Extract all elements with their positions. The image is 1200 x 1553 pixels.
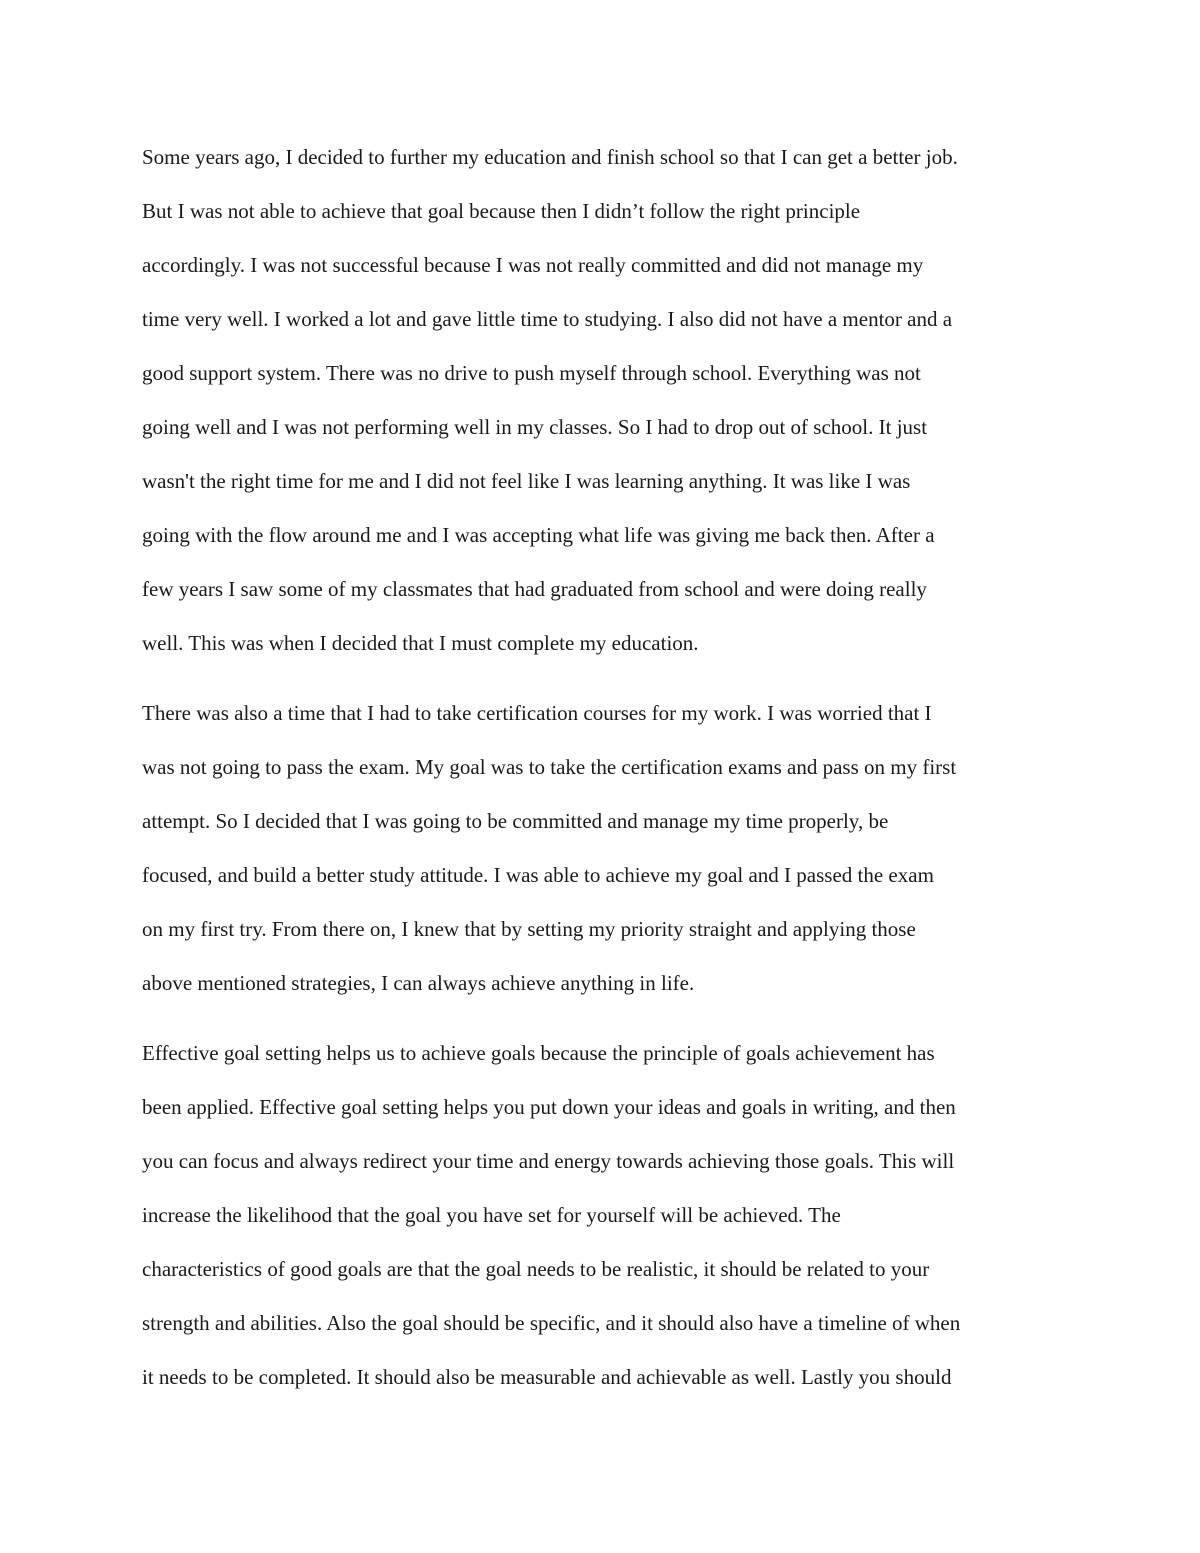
paragraph-1 (142, 130, 1082, 670)
paragraph-line: time very well. I worked a lot and gave little time to studying. I also did not have a mentor and a (142, 307, 953, 331)
paragraph-3 (142, 1026, 1082, 1404)
paragraph-line: wasn't the right time for me and I did not feel like I was learning anything. It was like I was (142, 469, 911, 493)
paragraph-line: on my first try. From there on, I knew that by setting my priority straight and applying those (142, 917, 916, 941)
paragraph-2 (142, 686, 1082, 1010)
paragraph-line: been applied. Effective goal setting helps you put down your ideas and goals in writing, and then (142, 1095, 956, 1119)
paragraph-line: characteristics of good goals are that the goal needs to be realistic, it should be related to your (142, 1257, 930, 1281)
paragraph-line: it needs to be completed. It should also be measurable and achievable as well. Lastly you should (142, 1365, 952, 1389)
paragraph-line: good support system. There was no drive to push myself through school. Everything was not (142, 361, 921, 385)
paragraph-line: attempt. So I decided that I was going to be committed and manage my time properly, be (142, 809, 889, 833)
paragraph-line: But I was not able to achieve that goal because then I didn’t follow the right principle (142, 199, 861, 223)
paragraph-line: accordingly. I was not successful because I was not really committed and did not manage my (142, 253, 924, 277)
paragraph-line: Effective goal setting helps us to achieve goals because the principle of goals achievement has (142, 1041, 935, 1065)
paragraph-line: strength and abilities. Also the goal should be specific, and it should also have a timeline of when (142, 1311, 961, 1335)
paragraph-line: was not going to pass the exam. My goal was to take the certification exams and pass on my first (142, 755, 957, 779)
paragraph-line: Some years ago, I decided to further my education and finish school so that I can get a better job. (142, 145, 958, 169)
paragraph-line: focused, and build a better study attitude. I was able to achieve my goal and I passed the exam (142, 863, 934, 887)
paragraph-line: going well and I was not performing well in my classes. So I had to drop out of school. It just (142, 415, 928, 439)
paragraph-line: well. This was when I decided that I must complete my education. (142, 631, 699, 655)
paragraph-line: above mentioned strategies, I can always achieve anything in life. (142, 971, 695, 995)
paragraph-line: increase the likelihood that the goal you have set for yourself will be achieved. The (142, 1203, 841, 1227)
paragraph-line: There was also a time that I had to take certification courses for my work. I was worried that I (142, 701, 932, 725)
paragraph-line: going with the flow around me and I was accepting what life was giving me back then. After a (142, 523, 935, 547)
paragraph-line: few years I saw some of my classmates that had graduated from school and were doing really (142, 577, 927, 601)
paragraph-line: you can focus and always redirect your time and energy towards achieving those goals. This will (142, 1149, 955, 1173)
